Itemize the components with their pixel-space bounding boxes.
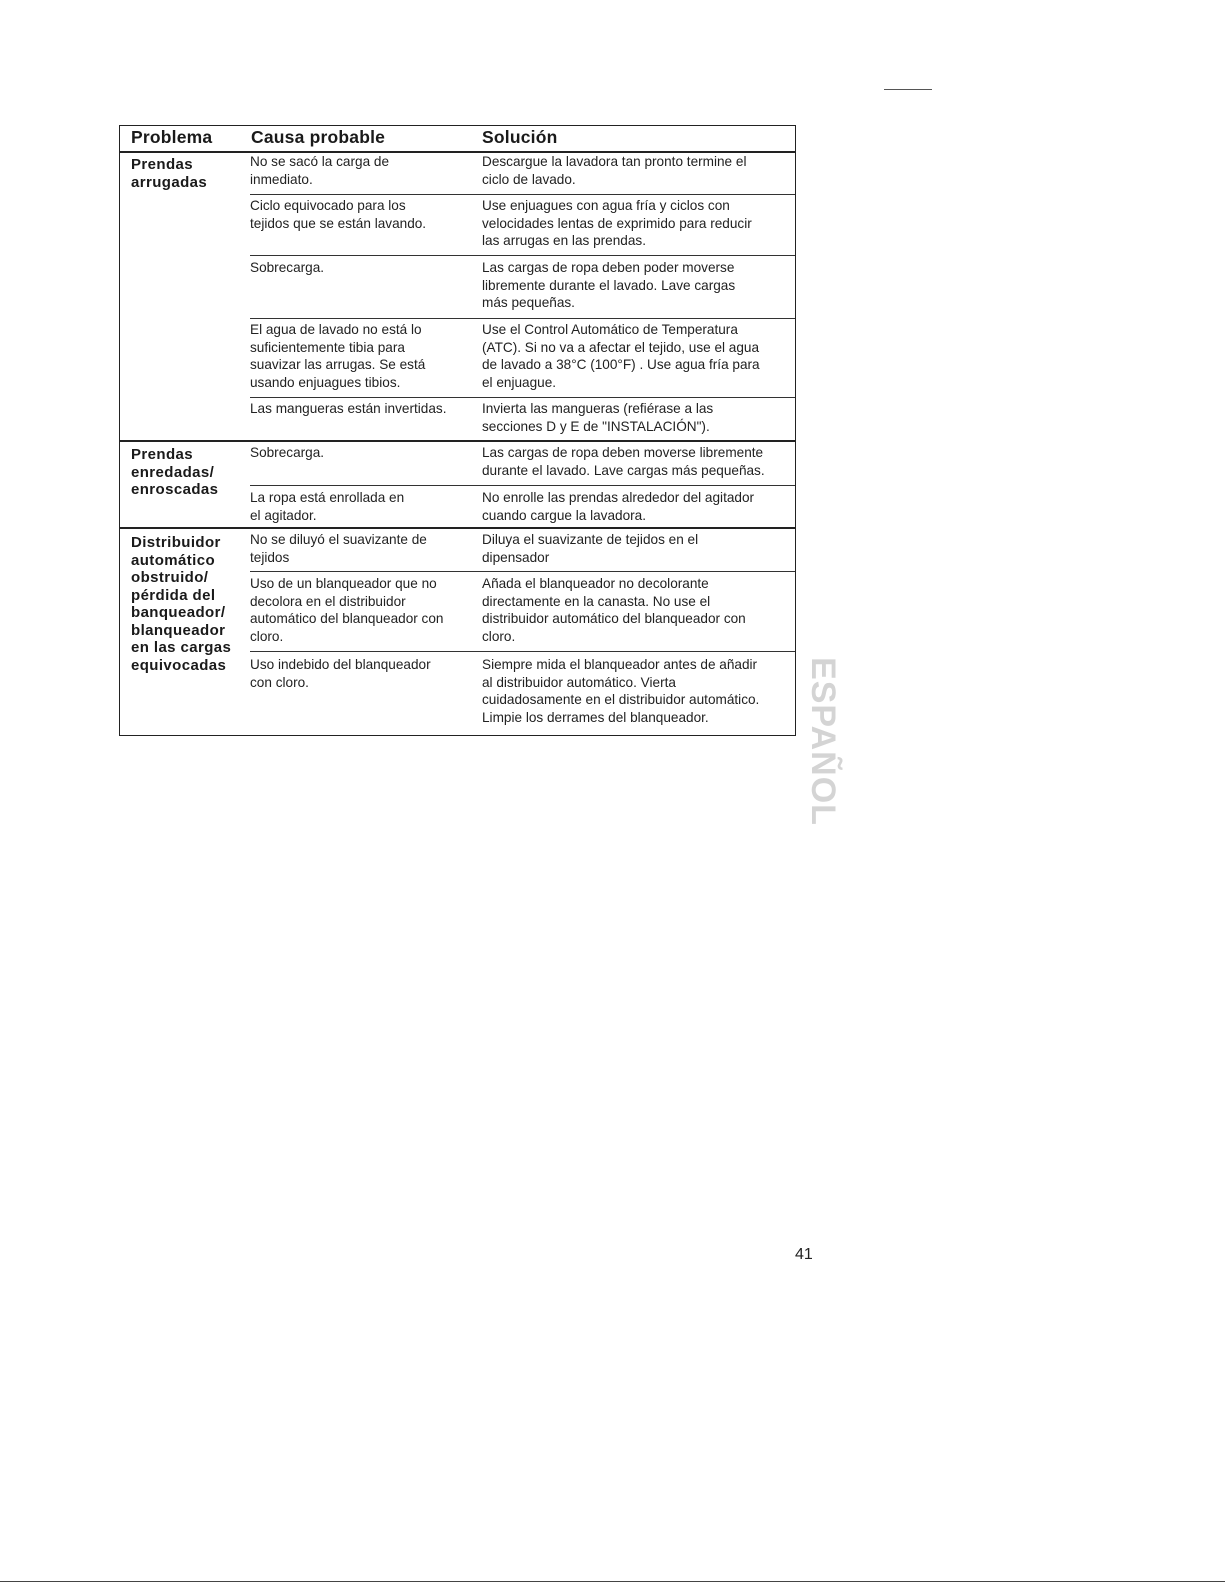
solution-cell: Las cargas de ropa deben moverse libremente durante el lavado. Lave cargas más pequeñas.: [482, 445, 765, 478]
cause-cell: Sobrecarga.: [250, 445, 325, 460]
row-divider: [250, 485, 795, 486]
cause-cell: Uso indebido del blanqueador con cloro.: [250, 657, 431, 690]
top-rule: [884, 89, 932, 90]
cause-cell: Las mangueras están invertidas.: [250, 401, 447, 416]
problem-tangled: Prendas enredadas/ enroscadas: [131, 446, 219, 498]
cause-cell: Sobrecarga.: [250, 260, 325, 275]
solution-cell: Use el Control Automático de Temperatura (ATC). Si no va a afectar el tejido, use el agua de lavado a 38°C (100°F) . Use agua fría para el enjuague.: [482, 322, 760, 391]
row-divider: [250, 255, 795, 256]
header-solution: Solución: [482, 127, 558, 147]
solution-cell: Añada el blanqueador no decolorante directamente en la canasta. No use el distribuidor automático del blanqueador con cloro.: [482, 576, 746, 645]
language-side-tab: [803, 646, 842, 836]
bottom-rule: [0, 1581, 1225, 1582]
cause-cell: No se sacó la carga de inmediato.: [250, 154, 390, 187]
section-divider: [120, 527, 795, 529]
row-divider: [250, 194, 795, 195]
problem-wrinkled: Prendas arrugadas: [131, 156, 208, 191]
row-divider: [250, 651, 795, 652]
header-cause: Causa probable: [251, 127, 386, 147]
troubleshooting-table: [119, 125, 796, 736]
cause-cell: Uso de un blanqueador que no decolora en el distribuidor automático del blanqueador con cloro.: [250, 576, 444, 645]
language-label: ESPAÑOL: [803, 656, 842, 826]
solution-cell: Diluya el suavizante de tejidos en el dipensador: [482, 532, 699, 565]
solution-cell: Use enjuagues con agua fría y ciclos con velocidades lentas de exprimido para reducir las arrugas en las prendas.: [482, 198, 752, 249]
row-divider: [250, 397, 795, 398]
solution-cell: Invierta las mangueras (refiérase a las secciones D y E de "INSTALACIÓN").: [482, 401, 714, 434]
row-divider: [250, 571, 795, 572]
cause-cell: No se diluyó el suavizante de tejidos: [250, 532, 427, 565]
cause-cell: El agua de lavado no está lo suficientemente tibia para suavizar las arrugas. Se está usando enjuagues tibios.: [250, 322, 426, 391]
section-divider: [120, 440, 795, 442]
cause-cell: Ciclo equivocado para los tejidos que se están lavando.: [250, 198, 427, 231]
solution-cell: Descargue la lavadora tan pronto termine el ciclo de lavado.: [482, 154, 747, 187]
cause-cell: La ropa está enrollada en el agitador.: [250, 490, 405, 523]
solution-cell: No enrolle las prendas alrededor del agitador cuando cargue la lavadora.: [482, 490, 755, 523]
row-divider: [250, 318, 795, 319]
header-problem: Problema: [131, 127, 213, 147]
page-number: 41: [795, 1246, 813, 1263]
solution-cell: Las cargas de ropa deben poder moverse libremente durante el lavado. Lave cargas más pequeñas.: [482, 260, 736, 311]
problem-dispenser: Distribuidor automático obstruido/ pérdida del banqueador/ blanqueador en las cargas equivocadas: [131, 534, 232, 674]
solution-cell: Siempre mida el blanqueador antes de añadir al distribuidor automático. Vierta cuidadosamente en el distribuidor automático. Limpie los derrames del blanqueador.: [482, 657, 760, 726]
